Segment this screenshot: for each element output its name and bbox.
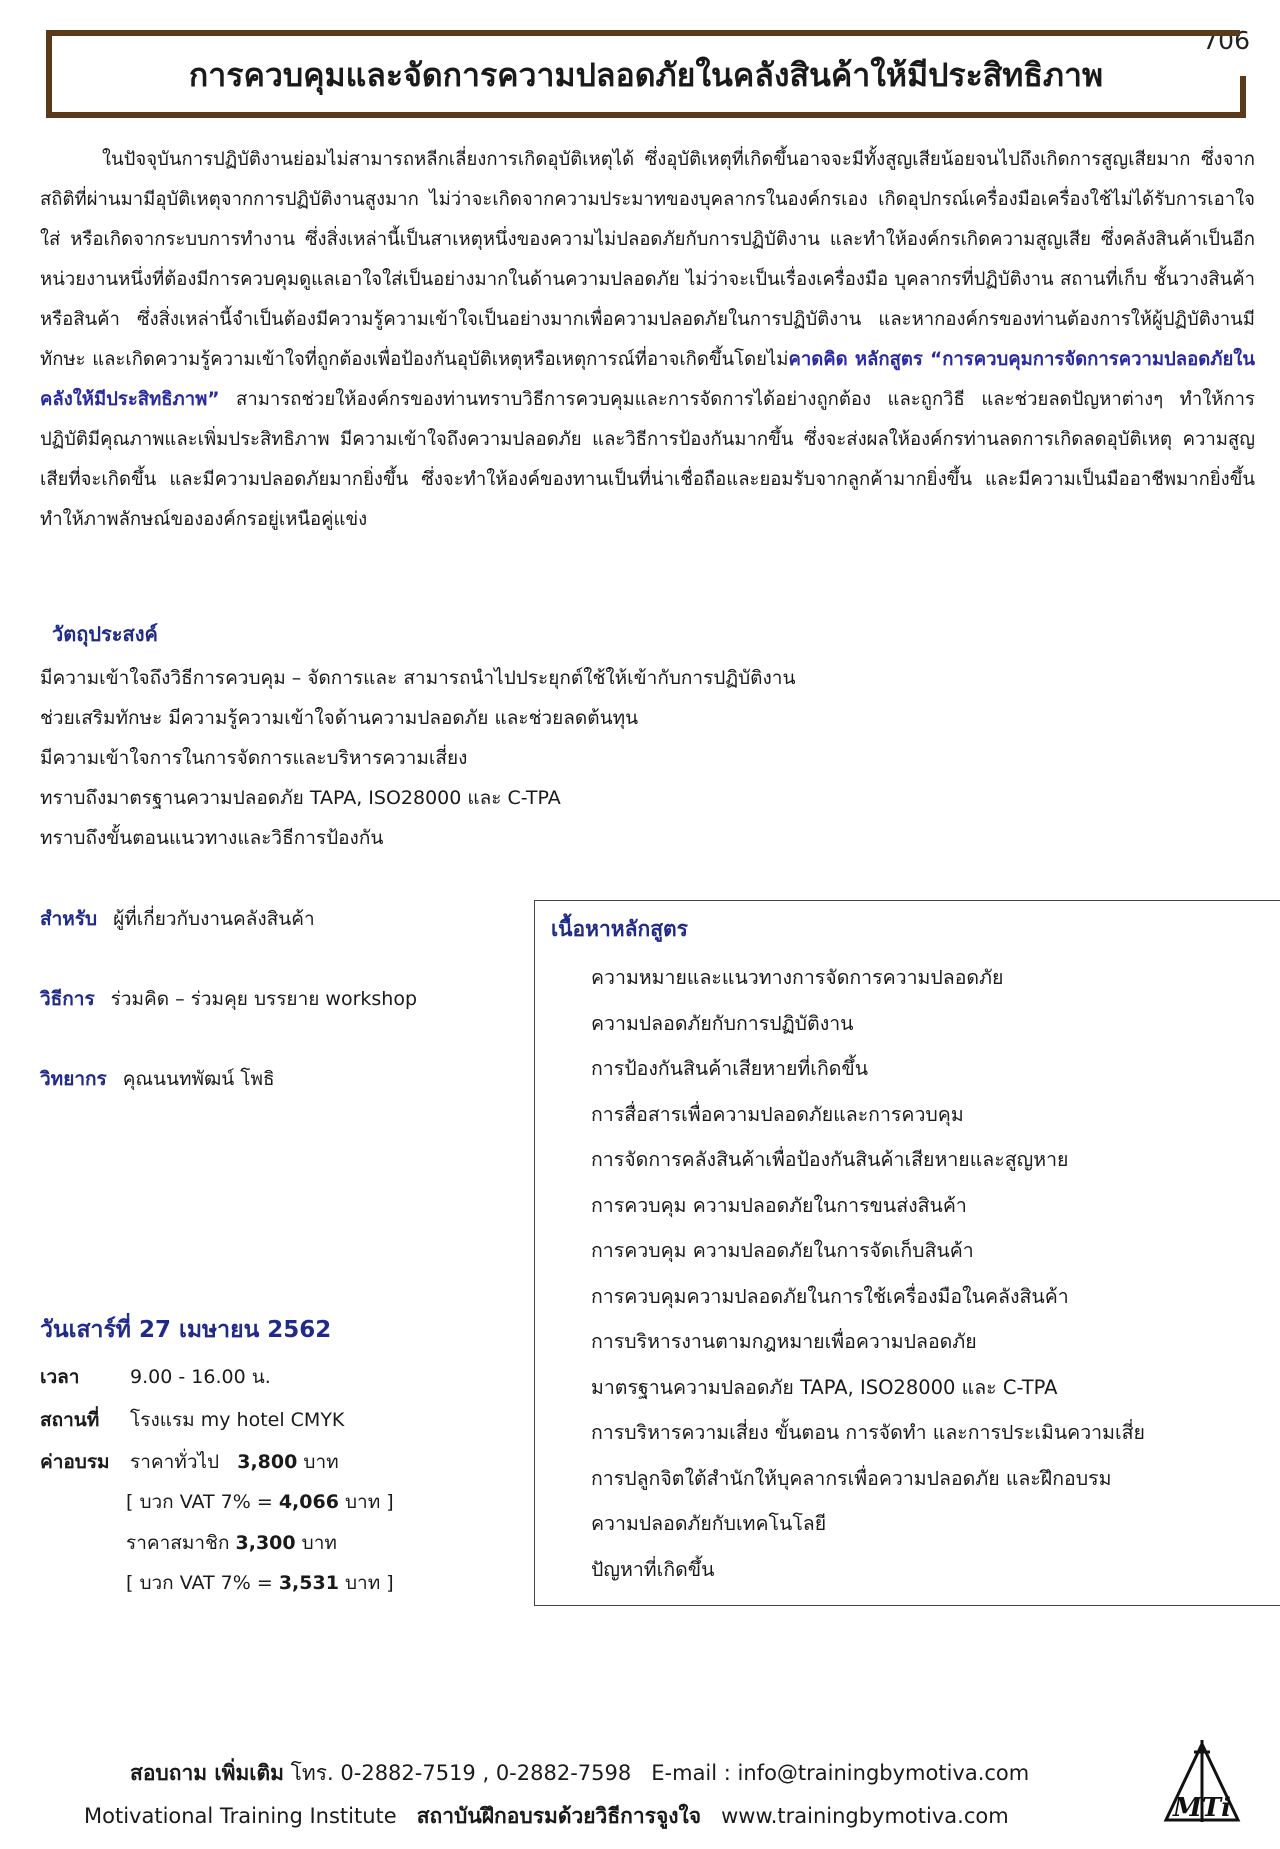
- content-item: ความหมายและแนวทางการจัดการความปลอดภัย: [591, 966, 1004, 989]
- target-audience-row: [40, 904, 315, 934]
- content-item: การควบคุม ความปลอดภัยในการขนส่งสินค้า: [591, 1193, 967, 1217]
- time-row: [40, 1362, 271, 1392]
- course-content-list: [591, 955, 1280, 1592]
- content-item: การควบคุม ความปลอดภัยในการจัดเก็บสินค้า: [591, 1239, 974, 1262]
- member-price: 3,300: [235, 1532, 296, 1554]
- general-vat-price: 4,066: [278, 1491, 339, 1513]
- venue-label: สถานที่: [40, 1409, 100, 1431]
- objective-item: ทราบถึงขั้นตอนแนวทางและวิธีการป้องกัน: [40, 827, 384, 849]
- bracket-close: ]: [386, 1491, 394, 1513]
- target-audience-value: ผู้ที่เกี่ยวกับงานคลังสินค้า: [113, 908, 315, 930]
- email-link[interactable]: E-mail : info@trainingbymotiva.com: [651, 1761, 1030, 1785]
- member-price-row: [126, 1528, 337, 1558]
- page-number: 706: [1202, 26, 1250, 55]
- objectives-heading: วัตถุประสงค์: [52, 622, 158, 646]
- content-item: ปัญหาที่เกิดขึ้น: [591, 1557, 715, 1581]
- method-value: ร่วมคิด – ร่วมคุย บรรยาย workshop: [110, 988, 418, 1010]
- intro-text-after: สามารถช่วยให้องค์กรของท่านทราบวิธีการควบคุมและการจัดการได้อย่างถูกต้อง และถูกวิธี และช่วยลดปัญหาต่างๆ ทำให้การปฏิบัติมีคุณภาพและเพิ่มประสิทธิภาพ มีความเข้าใจถึงความปลอดภัย และวิธีการป้องกันมากขึ้น ซึ่งจะส่งผลให้องค์กรท่านลดการเกิดลดอุบัติเหตุ ความสูญเสียที่จะเกิดขึ้น และมีความปลอดภัยมากยิ่งขึ้น ซึ่งจะทำให้องค์ของทานเป็นที่น่าเชื่อถือและยอมรับจากลูกค้ามากยิ่งขึ้น และมีความเป็นมืออาชีพมากยิ่งขึ้นทำให้ภาพลักษณ์ขององค์กรอยู่เหนือคู่แข่ง: [40, 389, 1255, 530]
- content-item: ความปลอดภัยกับเทคโนโลยี: [591, 1512, 827, 1535]
- institute-name-th: สถาบันฝึกอบรมด้วยวิธีการจูงใจ: [416, 1804, 702, 1828]
- fee-label: ค่าอบรม: [40, 1451, 110, 1473]
- member-vat-prefix: [ บวก VAT 7% =: [126, 1572, 273, 1594]
- content-item: การสื่อสารเพื่อความปลอดภัยและการควบคุม: [591, 1102, 964, 1126]
- inquiry-label: สอบถาม เพิ่มเติม: [130, 1761, 284, 1785]
- objective-item: ทราบถึงมาตรฐานความปลอดภัย TAPA, ISO28000 และ C-TPA: [40, 787, 561, 809]
- objective-item: ช่วยเสริมทักษะ มีความรู้ความเข้าใจด้านความปลอดภัย และช่วยลดต้นทุน: [40, 707, 639, 729]
- currency-label: บาท: [301, 1532, 337, 1554]
- content-item: การป้องกันสินค้าเสียหายที่เกิดขึ้น: [591, 1057, 869, 1080]
- general-price-label: ราคาทั่วไป: [130, 1451, 220, 1473]
- website-link[interactable]: www.trainingbymotiva.com: [721, 1804, 1009, 1828]
- title-frame: [46, 30, 1240, 118]
- contact-line: [130, 1757, 1029, 1790]
- currency-label: บาท: [303, 1451, 339, 1473]
- institute-line: [84, 1800, 1009, 1833]
- content-item: การบริหารความเสี่ยง ขั้นตอน การจัดทำ และการประเมินความเสี่ย: [591, 1421, 1145, 1444]
- content-item: การจัดการคลังสินค้าเพื่อป้องกันสินค้าเสียหายและสูญหาย: [591, 1148, 1069, 1171]
- general-vat-prefix: [ บวก VAT 7% =: [126, 1491, 273, 1513]
- course-content-box: [534, 900, 1280, 1606]
- time-value: 9.00 - 16.00 น.: [130, 1366, 271, 1388]
- currency-label: บาท: [344, 1572, 381, 1594]
- member-vat-row: [126, 1568, 394, 1598]
- content-item: การปลูกจิตใต้สำนักให้บุคลากรเพื่อความปลอดภัย และฝึกอบรม: [591, 1466, 1112, 1490]
- course-content-heading: เนื้อหาหลักสูตร: [551, 917, 688, 941]
- time-label: เวลา: [40, 1366, 80, 1388]
- content-item: ความปลอดภัยกับการปฏิบัติงาน: [591, 1011, 854, 1035]
- logo-text: MTi: [1172, 1793, 1232, 1823]
- bracket-close: ]: [386, 1572, 394, 1594]
- venue-value: โรงแรม my hotel CMYK: [130, 1409, 345, 1431]
- event-date: วันเสาร์ที่ 27 เมษายน 2562: [40, 1317, 332, 1343]
- speaker-label: วิทยากร: [40, 1068, 107, 1090]
- intro-paragraph: [40, 140, 1255, 540]
- content-item: มาตรฐานความปลอดภัย TAPA, ISO28000 และ C-TPA: [591, 1375, 1058, 1399]
- currency-label: บาท: [344, 1491, 381, 1513]
- method-label: วิธีการ: [40, 988, 95, 1010]
- objective-item: มีความเข้าใจถึงวิธีการควบคุม – จัดการและ สามารถนำไปประยุกต์ใช้ให้เข้ากับการปฏิบัติงาน: [40, 667, 796, 689]
- general-price: 3,800: [237, 1451, 298, 1473]
- content-item: การบริหารงานตามกฎหมายเพื่อความปลอดภัย: [591, 1330, 977, 1353]
- venue-row: [40, 1405, 344, 1435]
- objective-item: มีความเข้าใจการในการจัดการและบริหารความเสี่ยง: [40, 747, 468, 769]
- institute-name-en: Motivational Training Institute: [84, 1804, 397, 1828]
- member-price-label: ราคาสมาชิก: [126, 1532, 230, 1554]
- intro-text-before: ในปัจจุบันการปฏิบัติงานย่อมไม่สามารถหลีกเลี่ยงการเกิดอุบัติเหตุได้ ซึ่งอุบัติเหตุที่เกิดขึ้นอาจจะมีทั้งสูญเสียน้อยจนไปถึงเกิดการสูญเสียมาก ซึ่งจากสถิติที่ผ่านมามีอุบัติเหตุจากการปฏิบัติงานสูงมาก ไม่ว่าจะเกิดจากความประมาทของบุคลากรในองค์กรเอง เกิดอุปกรณ์เครื่องมือเครื่องใช้ไม่ได้รับการเอาใจใส่ หรือเกิดจากระบบการทำงาน ซึ่งสิ่งเหล่านี้เป็นสาเหตุหนึ่งของความไม่ปลอดภัยกับการปฏิบัติงาน และทำให้องค์กรเกิดความสูญเสีย ซึ่งคลังสินค้าเป็นอีกหน่วยงานหนึ่งที่ต้องมีการควบคุมดูแลเอาใจใส่เป็นอย่างมากในด้านความปลอดภัย ไม่ว่าจะเป็นเรื่องเครื่องมือ บุคลากรที่ปฏิบัติงาน สถานที่เก็บ ชั้นวางสินค้า หรือสินค้า ซึ่งสิ่งเหล่านี้จำเป็นต้องมีความรู้ความเข้าใจเป็นอย่างมากเพื่อความปลอดภัยในการปฏิบัติงาน และหากองค์กรของท่านต้องการให้ผู้ปฏิบัติงานมีทักษะ และเกิดความรู้ความเข้าใจที่ถูกต้องเพื่อป้องกันอุบัติเหตุหรือเหตุการณ์ที่อาจเกิดขึ้นโดยไม่: [40, 149, 1255, 370]
- content-item: การควบคุมความปลอดภัยในการใช้เครื่องมือในคลังสินค้า: [591, 1284, 1069, 1308]
- page-title: การควบคุมและจัดการความปลอดภัยในคลังสินค้าให้มีประสิทธิภาพ: [188, 56, 1104, 94]
- fee-row: [40, 1447, 339, 1477]
- general-vat-row: [126, 1487, 394, 1517]
- target-audience-label: สำหรับ: [40, 908, 98, 930]
- course-name-highlight: คาดคิด หลักสูตร “การควบคุมการจัดการความปลอดภัยในคลังให้มีประสิทธิภาพ”: [40, 349, 1255, 410]
- method-row: [40, 984, 417, 1014]
- mti-logo-icon: [1160, 1740, 1244, 1826]
- phone-numbers: โทร. 0-2882-7519 , 0-2882-7598: [290, 1761, 632, 1785]
- member-vat-price: 3,531: [278, 1572, 339, 1594]
- speaker-value: คุณนนทพัฒน์ โพธิ: [122, 1068, 275, 1090]
- speaker-row: [40, 1064, 275, 1094]
- objectives-list: [40, 658, 940, 858]
